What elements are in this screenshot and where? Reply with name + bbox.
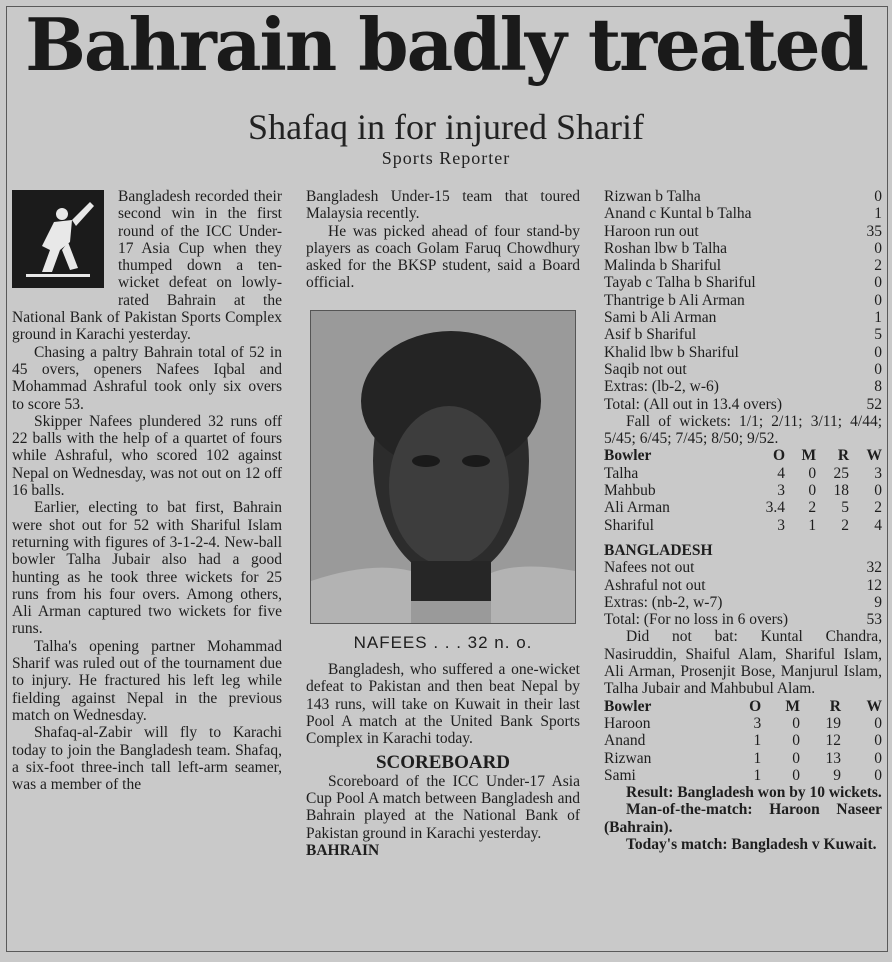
col-header-overs: O — [749, 697, 762, 715]
byline: Sports Reporter — [381, 148, 511, 168]
bowler-name: Talha — [604, 464, 639, 482]
paragraph: Earlier, electing to bat first, Bahrain were shot out for 52 with Shariful Islam returning with figures of 3-1-2-4. New-ball bowler Talha Jubair also had a good hunting as he took three wickets for 25 runs from his four overs. Among others, Ali Arman captured two wickets for five runs. — [12, 499, 282, 638]
bowling-r: 2 — [841, 516, 850, 534]
runs-value: 2 — [874, 257, 882, 275]
bowling-w: 0 — [874, 482, 882, 500]
scorecard-row — [604, 396, 882, 413]
table-header-row — [604, 698, 882, 715]
fall-of-wickets: Fall of wickets: 1/1; 2/11; 3/11; 4/44; 5/45; 6/45; 7/45; 8/50; 9/52. — [604, 412, 882, 448]
col-header-bowler: Bowler — [604, 697, 652, 715]
batsman-entry: Saqib not out — [604, 360, 687, 378]
bowler-name: Anand — [604, 732, 646, 750]
batsman-entry: Extras: (nb-2, w-7) — [604, 593, 723, 611]
bowling-o: 1 — [753, 749, 762, 767]
bowling-o: 3 — [777, 482, 786, 500]
bangladesh-batting-list — [604, 559, 882, 628]
scorecard-row — [604, 188, 882, 205]
bowling-m: 0 — [792, 749, 800, 767]
scorecard-row — [604, 223, 882, 240]
scorecard-row — [604, 257, 882, 274]
col-header-runs: R — [829, 697, 841, 715]
bowling-o: 3 — [753, 714, 762, 732]
runs-value: 35 — [866, 222, 882, 240]
bowling-w: 4 — [874, 516, 882, 534]
runs-value: 5 — [874, 326, 882, 344]
bowling-r: 19 — [825, 714, 841, 732]
batsman-entry: Malinda b Shariful — [604, 257, 722, 275]
batsman-entry: Total: (For no loss in 6 overs) — [604, 611, 789, 629]
bowling-row — [604, 750, 882, 767]
scorecard-row — [604, 292, 882, 309]
table-header-row — [604, 447, 882, 464]
col-header-overs: O — [772, 447, 786, 465]
runs-value: 0 — [874, 291, 882, 309]
paragraph: Scoreboard of the ICC Under-17 Asia Cup Pool A match between Bangladesh and Bahrain played at the National Bank of Pakistan ground in Karachi yesterday. — [306, 772, 580, 842]
scorecard-row — [604, 240, 882, 257]
man-of-the-match: Man-of-the-match: Haroon Naseer (Bahrain). — [604, 801, 882, 836]
todays-match: Today's match: Bangladesh v Kuwait. — [626, 835, 877, 853]
bowler-name: Sami — [604, 766, 636, 784]
bowler-name: Shariful — [604, 516, 654, 534]
article-column-1 — [12, 188, 282, 793]
team-heading-bangladesh: BANGLADESH — [604, 541, 713, 559]
bowling-w: 3 — [874, 464, 882, 482]
runs-value: 0 — [874, 343, 882, 361]
bangladesh-bowling-table — [604, 447, 882, 533]
bowling-r: 9 — [833, 766, 841, 784]
bowler-name: Rizwan — [604, 749, 652, 767]
batsman-entry: Anand c Kuntal b Talha — [604, 205, 752, 223]
scorecard-row — [604, 378, 882, 395]
bowling-r: 18 — [833, 482, 850, 500]
bowling-w: 0 — [874, 714, 882, 732]
bowler-name: Mahbub — [604, 482, 656, 500]
scorecard-row — [604, 309, 882, 326]
bowling-r: 12 — [825, 732, 841, 750]
scoreboard-title: SCOREBOARD — [375, 751, 511, 773]
runs-value: 1 — [874, 205, 882, 223]
bowling-m: 0 — [792, 732, 800, 750]
bowling-r: 5 — [841, 499, 850, 517]
batsman-entry: Nafees not out — [604, 559, 695, 577]
bowling-row — [604, 715, 882, 732]
runs-value: 32 — [866, 559, 882, 577]
scorecard-row — [604, 205, 882, 222]
bowling-o: 3 — [777, 516, 786, 534]
bowling-w: 0 — [874, 749, 882, 767]
col-header-maidens: M — [785, 697, 800, 715]
bowling-m: 0 — [808, 482, 817, 500]
scorecard-row — [604, 326, 882, 343]
paragraph: Bangladesh Under-15 team that toured Malaysia recently. — [306, 188, 580, 223]
bowling-o: 1 — [753, 766, 762, 784]
bowler-name: Haroon — [604, 714, 651, 732]
batsman-entry: Tayab c Talha b Shariful — [604, 274, 756, 292]
bowling-r: 13 — [825, 749, 841, 767]
bowling-w: 0 — [874, 732, 882, 750]
batsman-entry: Total: (All out in 13.4 overs) — [604, 395, 783, 413]
cricket-batsman-icon — [12, 190, 104, 288]
scorecard-row — [604, 559, 882, 576]
runs-value: 0 — [874, 274, 882, 292]
paragraph: Skipper Nafees plundered 32 runs off 22 balls with the help of a quartet of fours while Ashraful, who scored 102 against Nepal on Wednesday, was not out on 12 off 16 balls. — [12, 412, 282, 500]
bowling-m: 0 — [792, 714, 800, 732]
scorecard-row — [604, 594, 882, 611]
article-column-2 — [306, 188, 580, 859]
runs-value: 9 — [874, 593, 882, 611]
col-header-wickets: W — [866, 447, 882, 465]
runs-value: 52 — [866, 395, 882, 413]
runs-value: 8 — [874, 378, 882, 396]
runs-value: 1 — [874, 309, 882, 327]
bowler-name: Ali Arman — [604, 499, 670, 517]
batsman-entry: Rizwan b Talha — [604, 188, 701, 205]
bowling-row — [604, 767, 882, 784]
bowling-w: 2 — [874, 499, 882, 517]
team-heading-bahrain: BAHRAIN — [306, 842, 380, 860]
player-photo — [310, 310, 576, 624]
batsman-entry: Khalid lbw b Shariful — [604, 343, 739, 361]
bowling-row — [604, 517, 882, 534]
bowling-row — [604, 732, 882, 749]
scorecard-row — [604, 344, 882, 361]
subheadline: Shafaq in for injured Sharif — [248, 107, 644, 147]
runs-value: 0 — [874, 360, 882, 378]
batsman-entry: Sami b Ali Arman — [604, 309, 717, 327]
bowling-m: 2 — [808, 499, 817, 517]
col-header-runs: R — [837, 447, 850, 465]
bowling-o: 4 — [777, 464, 786, 482]
bahrain-batting-list — [604, 188, 882, 413]
scorecard-row — [604, 611, 882, 628]
bowling-r: 25 — [833, 464, 850, 482]
paragraph: Talha's opening partner Mohammad Sharif was ruled out of the tournament due to injury. He fractured his left leg while fielding against Nepal in the previous match on Wednesday. — [12, 637, 282, 724]
bowling-o: 3.4 — [765, 499, 786, 517]
batsman-entry: Asif b Shariful — [604, 326, 697, 344]
scorecard-column — [604, 188, 882, 853]
bowling-w: 0 — [874, 766, 882, 784]
batsman-entry: Roshan lbw b Talha — [604, 239, 728, 257]
headline: Bahrain badly treated — [25, 2, 867, 87]
bowling-m: 0 — [808, 464, 817, 482]
scorecard-row — [604, 274, 882, 291]
bowling-row — [604, 482, 882, 499]
bowling-m: 1 — [808, 516, 817, 534]
paragraph: Chasing a paltry Bahrain total of 52 in 45 overs, openers Nafees Iqbal and Mohammad Ashraful took only six overs to score 53. — [12, 343, 282, 413]
batsman-entry: Ashraful not out — [604, 576, 706, 594]
batsman-entry: Extras: (lb-2, w-6) — [604, 378, 719, 396]
col-header-bowler: Bowler — [604, 447, 652, 465]
col-header-wickets: W — [866, 697, 882, 715]
paragraph: Bangladesh, who suffered a one-wicket defeat to Pakistan and then beat Nepal by 143 runs, will take on Kuwait in their last Pool A match at the United Bank Sports Complex in Karachi today. — [306, 661, 580, 748]
batsman-entry: Haroon run out — [604, 222, 699, 240]
did-not-bat: Did not bat: Kuntal Chandra, Nasiruddin, Shaiful Alam, Shariful Islam, Ali Arman, Prosenjit Bose, Manjurul Islam, Talha Jubair and Mahbubul Alam. — [604, 628, 882, 698]
paragraph: Shafaq-al-Zabir will fly to Karachi today to join the Bangladesh team. Shafaq, a six-foot three-inch tall left-arm seamer, was a member of the — [12, 724, 282, 794]
match-result: Result: Bangladesh won by 10 wickets. — [626, 784, 882, 802]
bowling-row — [604, 499, 882, 516]
photo-caption: NAFEES . . . 32 n. o. — [353, 632, 533, 652]
batsman-entry: Thantrige b Ali Arman — [604, 291, 745, 309]
scorecard-row — [604, 577, 882, 594]
runs-value: 0 — [874, 239, 882, 257]
bahrain-bowling-table — [604, 698, 882, 784]
scorecard-row — [604, 361, 882, 378]
paragraph: He was picked ahead of four stand-by players as coach Golam Faruq Chowdhury asked for the BKSP student, said a Board official. — [306, 222, 580, 292]
paragraph: Bangladesh recorded their second win in the first round of the ICC Under-17 Asia Cup when they thumped down a ten-wicket defeat on lowly-rated Bahrain at the National Bank of Pakistan Sports Complex ground in Karachi yesterday. — [12, 188, 282, 344]
runs-value: 0 — [874, 188, 882, 205]
runs-value: 12 — [866, 576, 882, 594]
bowling-o: 1 — [753, 732, 762, 750]
bowling-m: 0 — [792, 766, 800, 784]
bowling-row — [604, 465, 882, 482]
col-header-maidens: M — [801, 447, 817, 465]
runs-value: 53 — [866, 611, 882, 629]
